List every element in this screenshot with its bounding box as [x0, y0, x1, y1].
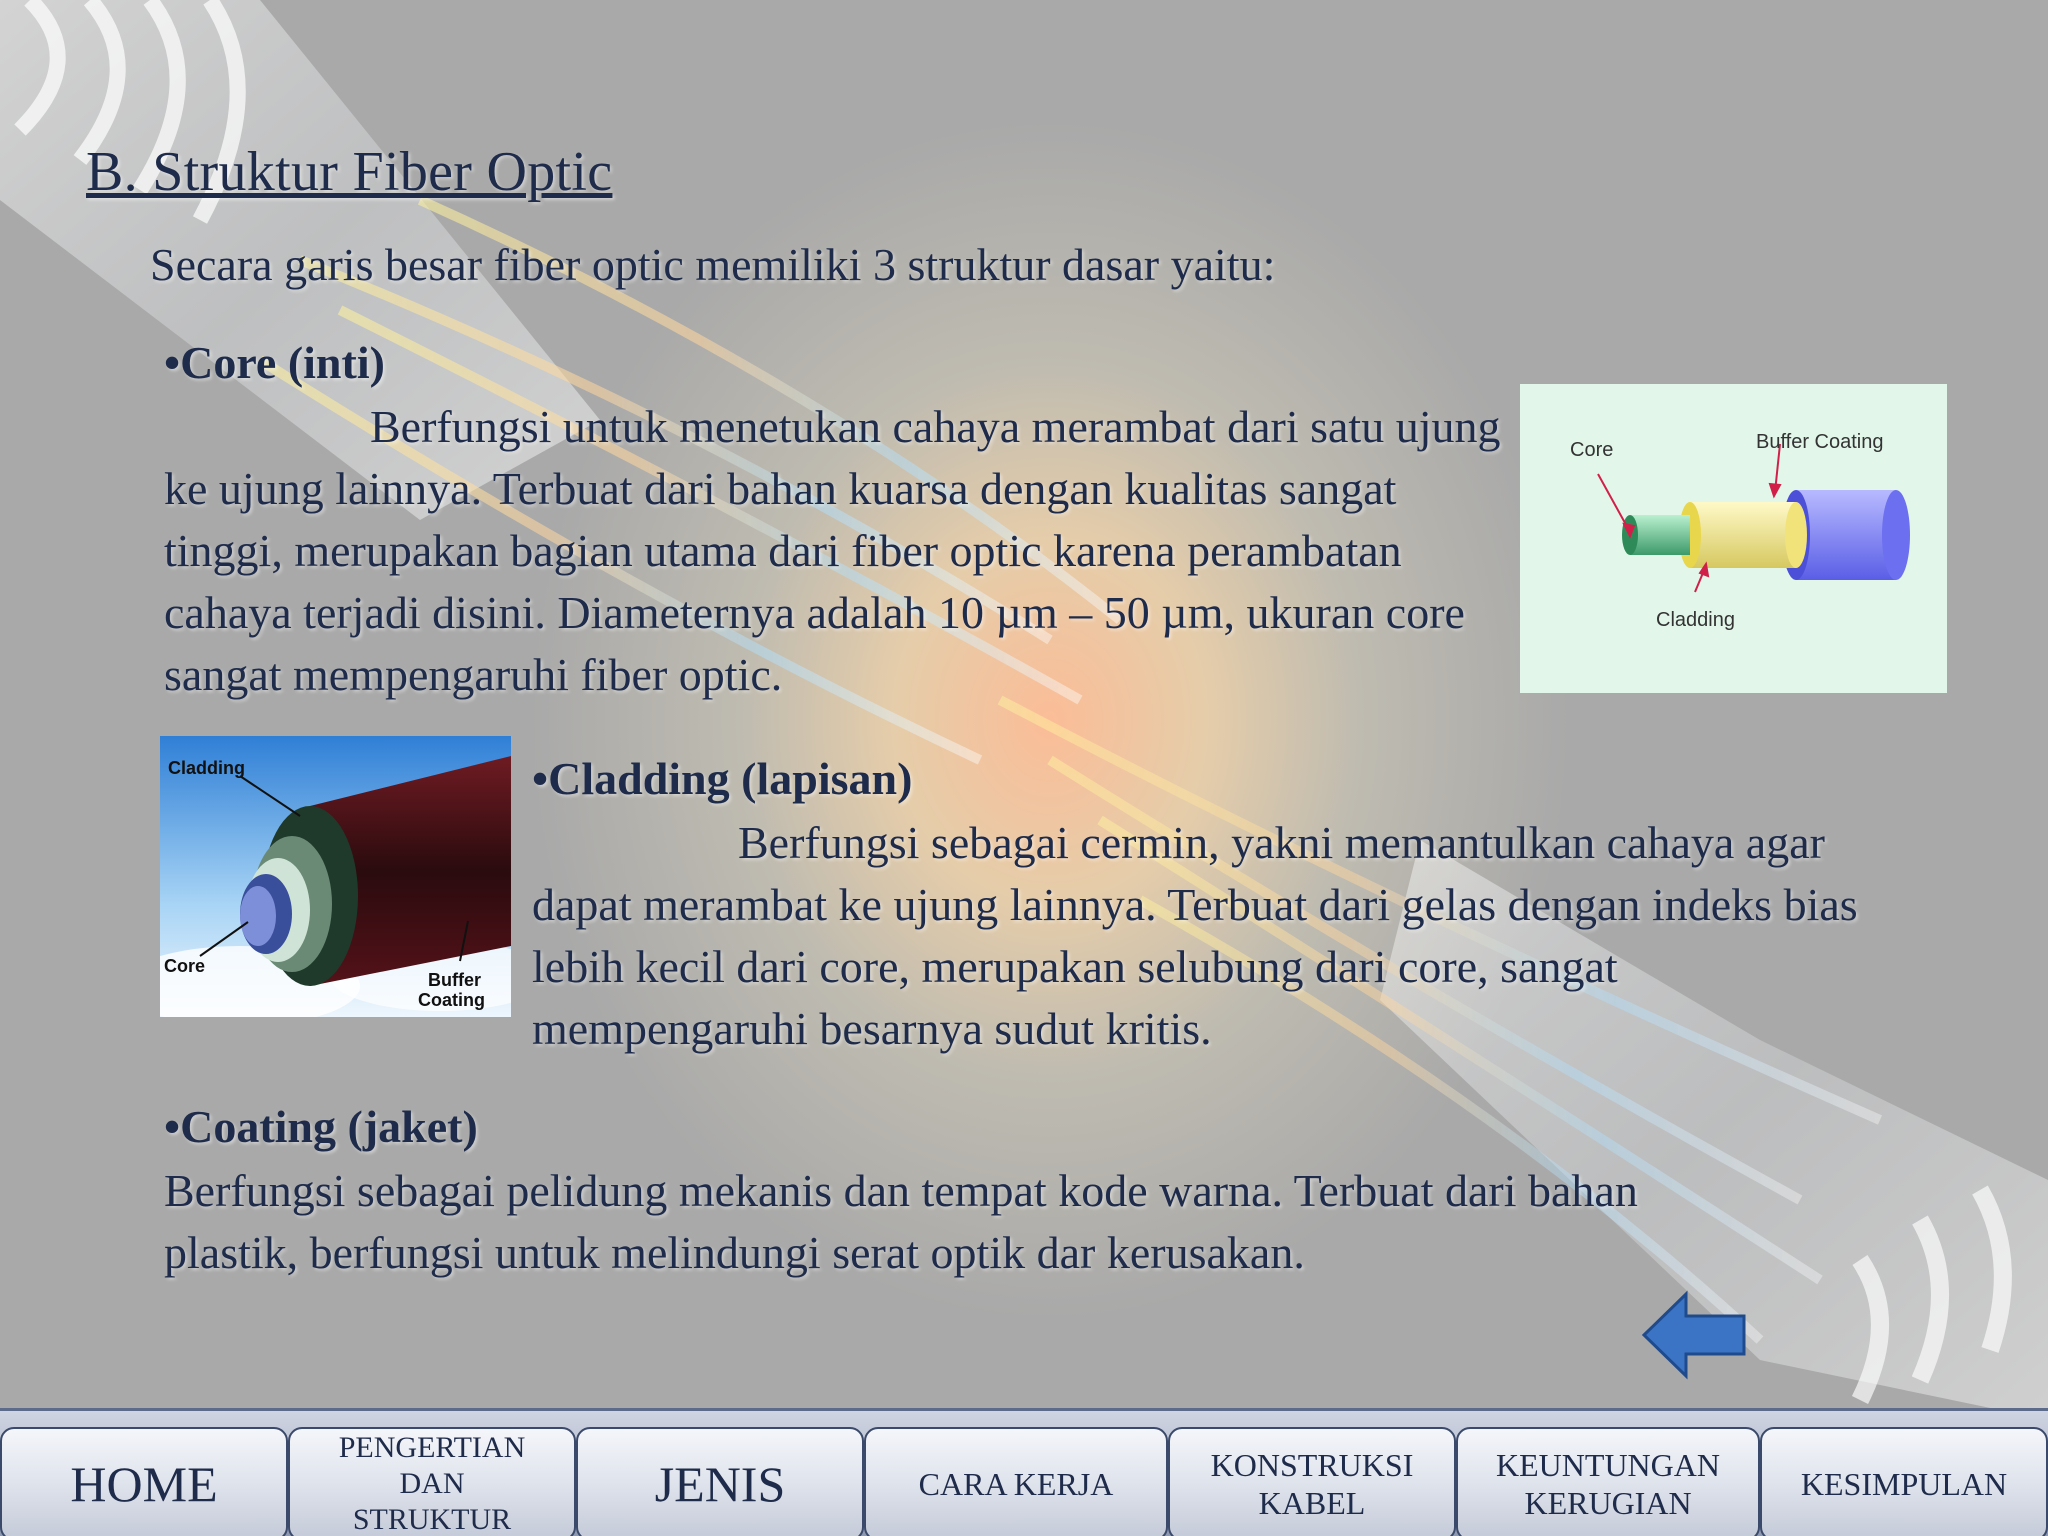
- cladding-heading: •Cladding (lapisan): [532, 753, 913, 804]
- nav-kesimpulan-button[interactable]: [1760, 1427, 2048, 1536]
- cladding-description: Berfungsi sebagai cermin, yakni memantulkan cahaya agar dapat merambat ke ujung lainnya. Terbuat dari gelas dengan indeks bias lebih kecil dari core, merupakan selubung dari core, sangat mempengaruhi besarnya sudut kritis.: [532, 817, 1858, 1054]
- photo-cladding-label: Cladding: [168, 758, 245, 778]
- nav-pengertian-button[interactable]: [288, 1427, 576, 1536]
- photo-buffer-label-1: Buffer: [428, 970, 481, 990]
- nav-pengertian-line2: DAN: [399, 1467, 465, 1500]
- cladding-label: Cladding: [1656, 609, 1735, 631]
- nav-konstruksi-line2: KABEL: [1258, 1485, 1366, 1521]
- nav-pengertian-line3: STRUKTUR: [352, 1503, 512, 1536]
- nav-pengertian-line1: PENGERTIAN: [338, 1431, 526, 1464]
- core-heading: •Core (inti): [164, 337, 385, 388]
- coating-description: Berfungsi sebagai pelidung mekanis dan tempat kode warna. Terbuat dari bahan plastik, berfungsi untuk melindungi serat optik dar kerusakan.: [164, 1165, 1638, 1278]
- core-description: Berfungsi untuk menetukan cahaya merambat dari satu ujung ke ujung lainnya. Terbuat dari bahan kuarsa dengan kualitas sangat tinggi, merupakan bagian utama dari fiber optic karena perambatan cahaya terjadi disini. Diameternya adalah 10 µm – 50 µm, ukuran core sangat mempengaruhi fiber optic.: [164, 401, 1501, 700]
- slide-title: B. Struktur Fiber Optic: [86, 141, 613, 203]
- nav-keuntungan-line1: KEUNTUNGAN: [1496, 1447, 1720, 1483]
- nav-keuntungan-line2: KERUGIAN: [1524, 1485, 1692, 1521]
- bottom-navigation: [0, 1408, 2048, 1536]
- fiber-cross-section-image: [160, 736, 511, 1017]
- nav-konstruksi-line1: KONSTRUKSI: [1210, 1447, 1414, 1483]
- nav-cara-kerja-button[interactable]: [864, 1427, 1168, 1536]
- photo-buffer-label-2: Coating: [418, 990, 485, 1010]
- fiber-structure-diagram: [1520, 384, 1947, 693]
- photo-core-label: Core: [164, 956, 206, 976]
- nav-jenis-button[interactable]: [576, 1427, 864, 1536]
- intro-text: Secara garis besar fiber optic memiliki 3 struktur dasar yaitu:: [150, 239, 1276, 290]
- nav-konstruksi-button[interactable]: [1168, 1427, 1456, 1536]
- coating-heading: •Coating (jaket): [164, 1101, 478, 1152]
- core-label: Core: [1570, 439, 1614, 461]
- nav-cara-kerja-label: CARA KERJA: [918, 1466, 1114, 1502]
- back-arrow-icon[interactable]: [1640, 1290, 1750, 1380]
- nav-jenis-label: JENIS: [654, 1456, 786, 1512]
- nav-kesimpulan-label: KESIMPULAN: [1800, 1466, 2008, 1502]
- nav-home-button[interactable]: [0, 1427, 288, 1536]
- nav-keuntungan-button[interactable]: [1456, 1427, 1760, 1536]
- buffer-coating-label: Buffer Coating: [1756, 431, 1884, 453]
- nav-home-label: HOME: [70, 1456, 218, 1512]
